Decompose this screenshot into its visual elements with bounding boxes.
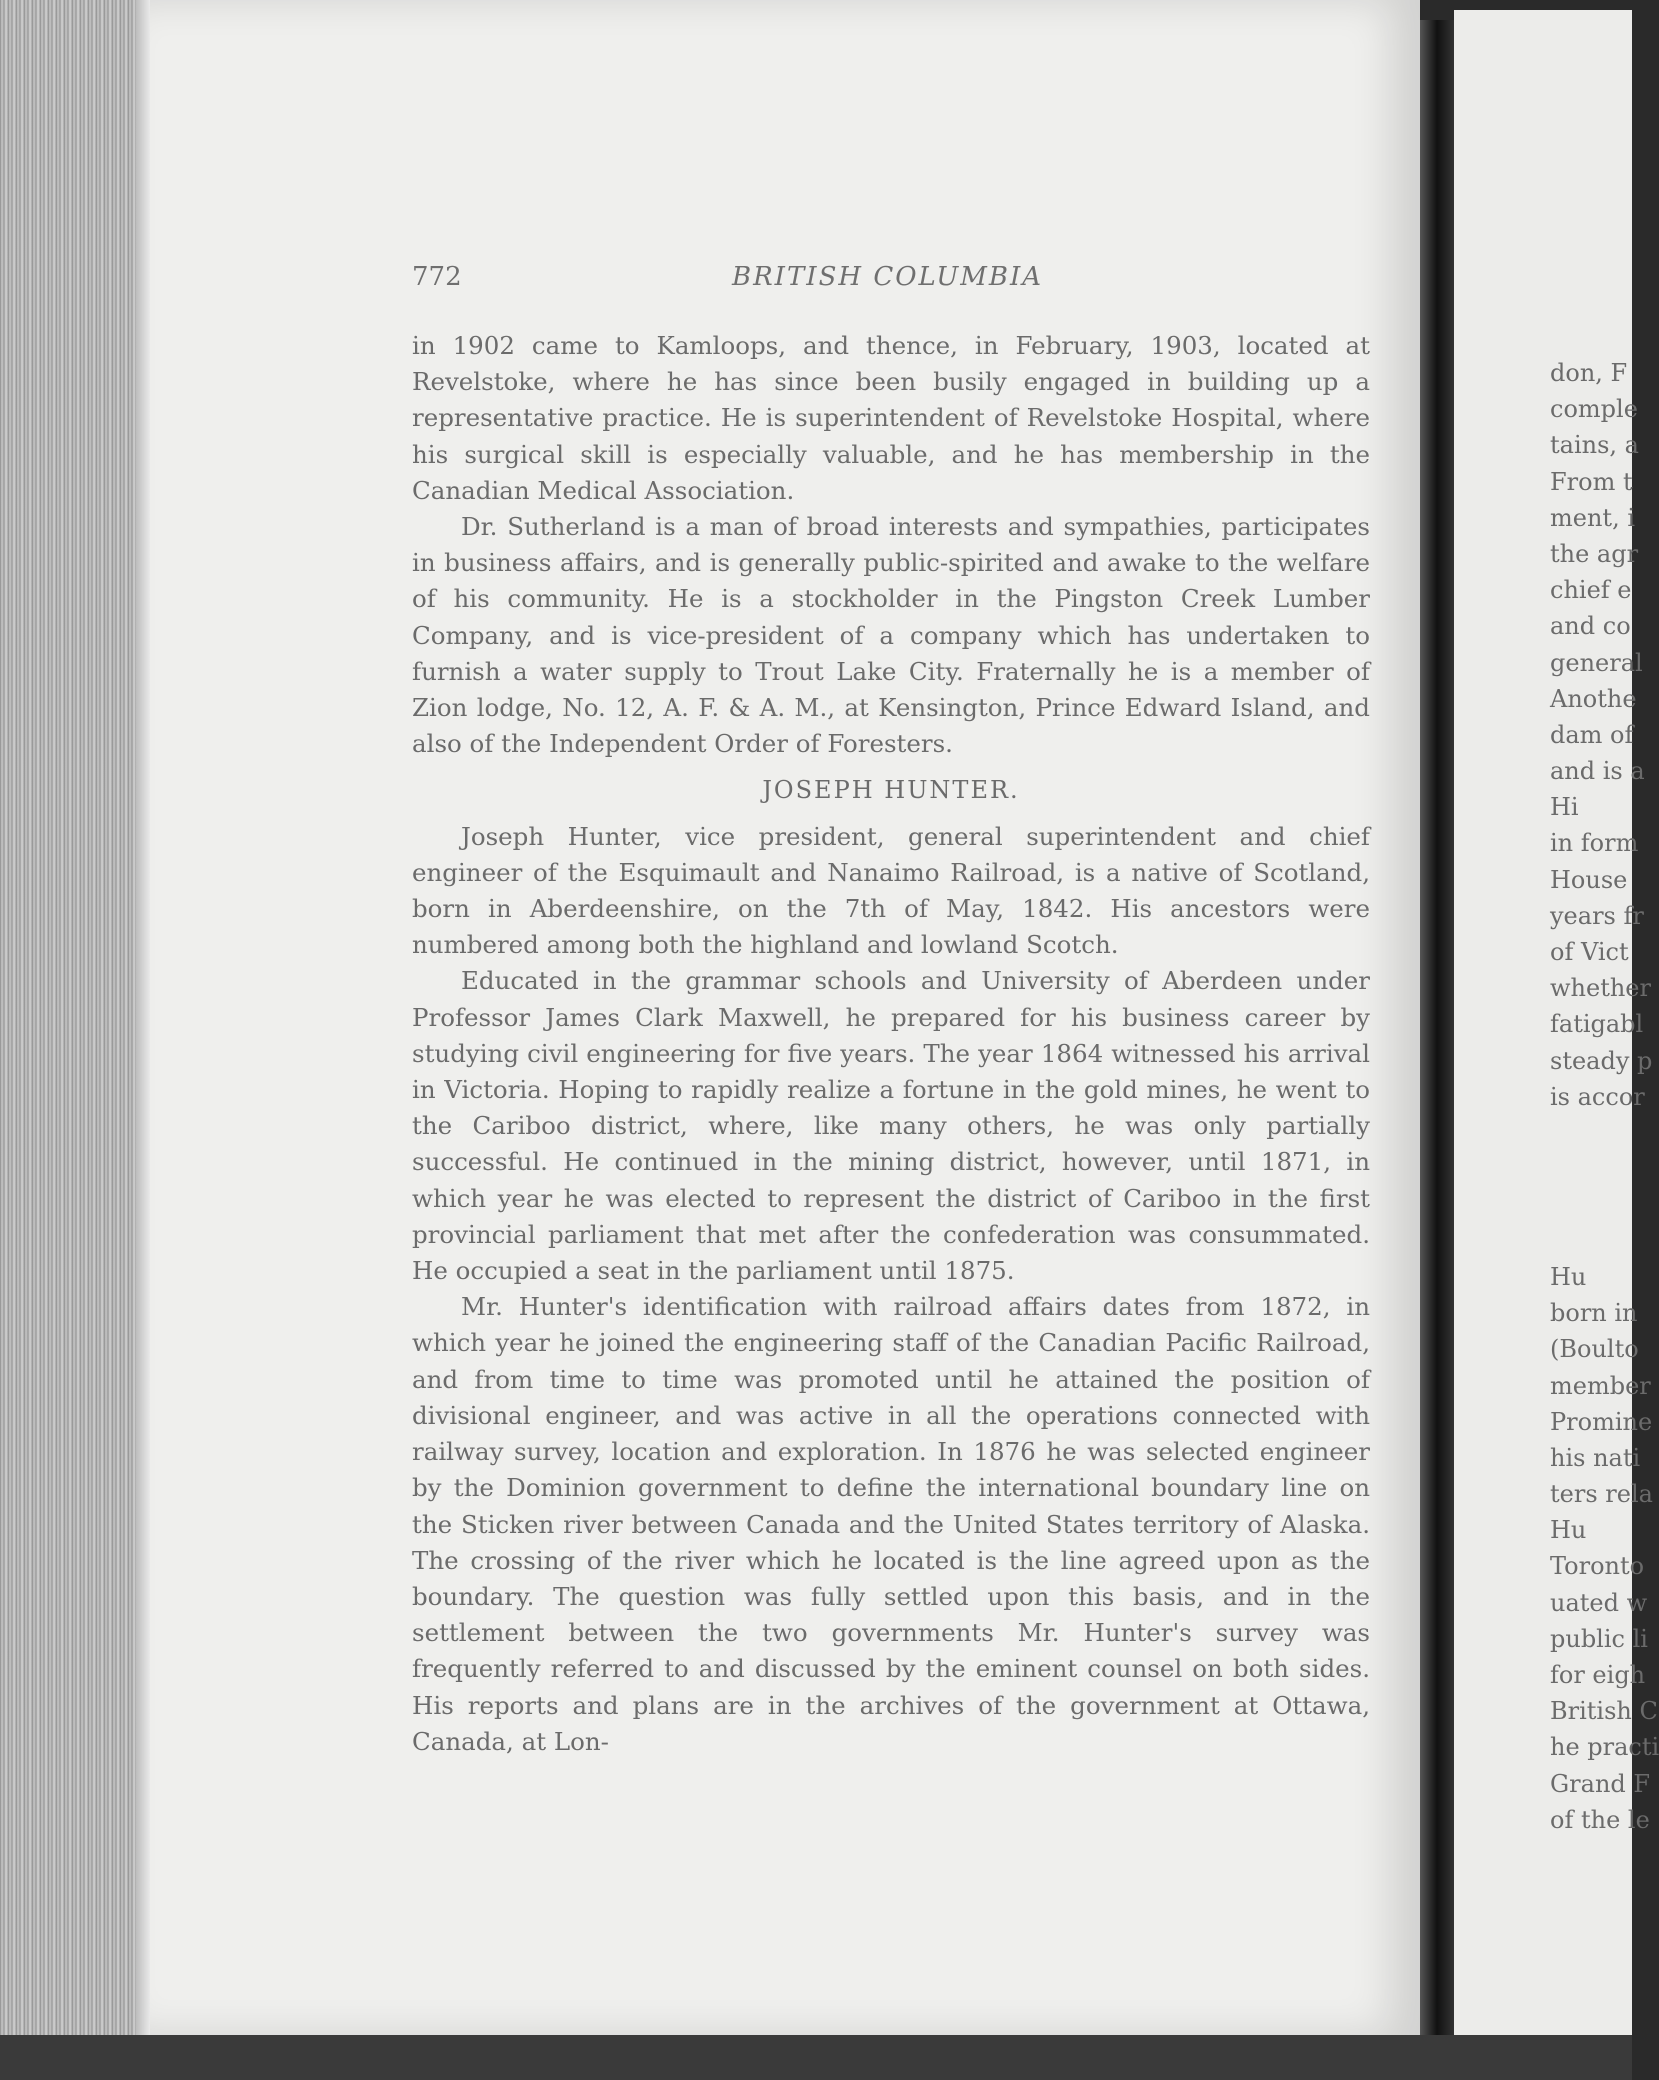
right-page-line: and is a <box>1550 757 1645 786</box>
book-page-edges <box>0 0 150 2080</box>
right-page-line: uated w <box>1550 1588 1648 1617</box>
paragraph-3: Joseph Hunter, vice president, general superintendent and chief engineer of the Esquimault and Nanaimo Railroad, is a native of Scotland, born in Aberdeenshire, on the 7th of May, 1842. His ancestors were numbered among both the highland and lowland Scotch. <box>412 821 1370 960</box>
right-page-line: the agr <box>1550 539 1639 568</box>
right-page-text <box>1550 355 1659 1838</box>
right-page-line: Anothe <box>1550 684 1637 713</box>
right-page-line: is accor <box>1550 1082 1645 1111</box>
right-page-line: Promine <box>1550 1407 1653 1436</box>
right-page-line: House <box>1550 865 1628 894</box>
right-page-line: and co <box>1550 612 1631 641</box>
right-page-line: general <box>1550 648 1643 677</box>
right-page-line: fatigabl <box>1550 1010 1644 1039</box>
right-page-line: years fr <box>1550 901 1644 930</box>
paragraph-5: Mr. Hunter's identification with railroad affairs dates from 1872, in which year he joined the engineering staff of the Canadian Pacific Railroad, and from time to time was promoted until he attained the position of divisional engineer, and was active in all the operations connected with railway survey, location and exploration. In 1876 he was selected engineer by the Dominion government to define the international boundary line on the Sticken river between Canada and the United States territory of Alaska. The crossing of the river which he located is the line agreed upon as the boundary. The question was fully settled upon this basis, and in the settlement between the two governments Mr. Hunter's survey was frequently referred to and discussed by the eminent counsel on both sides. His reports and plans are in the archives of the government at Ottawa, Canada, at Lon- <box>412 1292 1370 1756</box>
right-page-line: ters rela <box>1550 1480 1653 1509</box>
right-page-line: don, F <box>1550 359 1628 387</box>
paragraph-2: Dr. Sutherland is a man of broad interests and sympathies, participates in business affairs, and is generally public-spirited and awake to the welfare of his community. He is a stockholder in the Pingston Creek Lumber Company, and is vice-president of a company which has undertaken to furnish a water supply to Trout Lake City. Fraternally he is a member of Zion lodge, No. 12, A. F. & A. M., at Kensington, Prince Edward Island, and also of the Independent Order of Foresters. <box>412 512 1370 759</box>
right-page-line: tains, a <box>1550 431 1639 460</box>
right-page-line: his nati <box>1550 1443 1641 1472</box>
right-page-line: born in <box>1550 1299 1638 1328</box>
right-page-line: comple <box>1550 395 1638 424</box>
scan-background <box>0 2035 1632 2080</box>
page-number: 772 <box>412 262 462 292</box>
right-page-line: Hu <box>1550 1516 1587 1545</box>
right-page-gap <box>1550 1115 1632 1259</box>
right-page-line: for eigh <box>1550 1661 1646 1689</box>
right-page-line: public li <box>1550 1624 1648 1653</box>
right-page-line: of Vict <box>1550 938 1629 966</box>
right-page-line: (Boulto <box>1550 1335 1639 1364</box>
book-gutter <box>1420 20 1454 2050</box>
right-page-line: Toronto <box>1550 1552 1645 1581</box>
right-page-line: of the le <box>1550 1805 1650 1834</box>
running-head <box>412 262 1370 302</box>
right-page-lines-b <box>1550 1259 1659 1838</box>
paragraph-4: Educated in the grammar schools and University of Aberdeen under Professor James Clark Maxwell, he prepared for his business career by studying civil engineering for five years. The year 1864 witnessed his arrival in Victoria. Hoping to rapidly realize a fortune in the gold mines, he went to the Cariboo district, where, like many others, he was only partially successful. He continued in the mining district, however, until 1871, in which year he was elected to represent the district of Cariboo in the first provincial parliament that met after the confederation was consummated. He occupied a seat in the parliament until 1875. <box>412 966 1370 1286</box>
main-text <box>412 328 1370 1760</box>
right-page-lines-a <box>1550 355 1653 1115</box>
right-page-line: steady p <box>1550 1046 1653 1075</box>
section-heading: JOSEPH HUNTER. <box>762 776 1020 805</box>
paragraph-1: in 1902 came to Kamloops, and thence, in February, 1903, located at Revelstoke, where he has since been busily engaged in building up a representative practice. He is superintendent of Revelstoke Hospital, where his surgical skill is especially valuable, and he has membership in the Canadian Medical Association. <box>412 331 1370 505</box>
right-page-line: British C <box>1550 1697 1658 1726</box>
right-page-line: From t <box>1550 467 1633 496</box>
right-page-line: whether <box>1550 974 1651 1003</box>
right-page-line: ment, i <box>1550 503 1635 532</box>
right-page-line: dam of <box>1550 720 1634 749</box>
right-page-line: chief e <box>1550 576 1632 605</box>
running-title: BRITISH COLUMBIA <box>732 262 1044 292</box>
right-page-line: Hu <box>1550 1262 1587 1291</box>
right-page-line: he practi <box>1550 1733 1659 1762</box>
right-page-line: Grand F <box>1550 1769 1651 1798</box>
right-page-line: member <box>1550 1371 1651 1400</box>
right-page-line: Hi <box>1550 793 1579 822</box>
right-page-line: in form <box>1550 829 1639 858</box>
